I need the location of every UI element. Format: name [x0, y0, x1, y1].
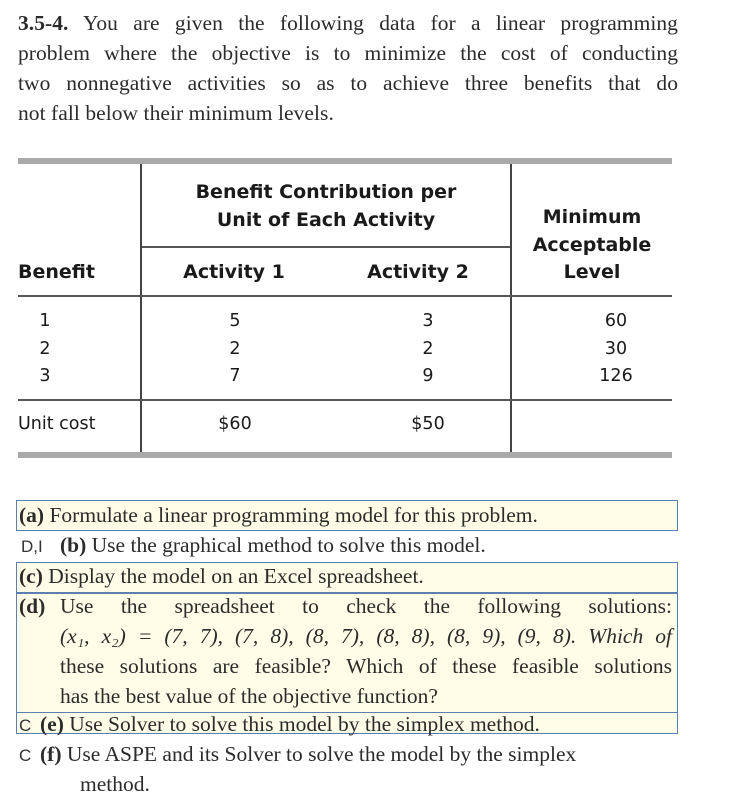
group-header-rule [142, 246, 510, 248]
activity-2-benefit-1: 3 [422, 311, 434, 331]
question-d-label: (d) [19, 594, 46, 618]
question-e-marker: C [19, 716, 32, 735]
activity-1-benefit-3: 7 [229, 366, 241, 386]
minimum-benefit-1: 60 [604, 311, 628, 331]
question-c: (c) Display the model on an Excel spreadsheet. [19, 564, 424, 588]
table-top-rule [18, 158, 672, 164]
header-activity-1: Activity 1 [183, 261, 285, 283]
question-e: (e) Use Solver to solve this model by the simplex method. [40, 712, 540, 736]
unit-cost-activity-1: $60 [218, 414, 252, 434]
activity-1-benefit-2: 2 [229, 338, 241, 359]
benefit-table [18, 158, 672, 460]
question-d-line-4: has the best value of the objective function? [60, 684, 438, 708]
problem-statement [18, 8, 678, 128]
question-f: (f) Use ASPE and its Solver to solve the model by the simplex [40, 742, 577, 766]
unit-cost-activity-2: $50 [411, 414, 445, 434]
benefit-1: 1 [39, 311, 51, 331]
header-activity-2: Activity 2 [367, 261, 469, 283]
group-header: Benefit Contribution per Unit of Each Activity [195, 181, 457, 231]
question-d-line-2: (x₁, x₂) = (7, 7), (7, 8), (8, 7), (8, 8), (8, 9), (9, 8). Which of [60, 624, 672, 648]
intro-line-2: problem where the objective is to minimize the cost of conducting [18, 41, 678, 65]
minimum-benefit-3: 126 [599, 366, 633, 386]
benefit-2: 2 [39, 338, 51, 359]
activity-1-column [205, 308, 265, 391]
question-d-line-1: Use the spreadsheet to check the following solutions: [60, 594, 672, 618]
question-b: (b) Use the graphical method to solve this model. [60, 533, 486, 557]
question-d [60, 591, 672, 711]
unit-cost-label: Unit cost [18, 414, 96, 434]
activity-2-column [398, 308, 458, 391]
intro-line-3: two nonnegative activities so as to achieve three benefits that do [18, 71, 678, 95]
question-f-marker: C [19, 746, 32, 765]
problem-number: 3.5-4. [18, 11, 69, 35]
unit-cost-rule [18, 399, 672, 401]
minimum-level-column [586, 308, 646, 391]
intro-line-1: 3.5-4. You are given the following data for a linear programming [18, 11, 678, 35]
question-a: (a) Formulate a linear programming model for this problem. [19, 503, 538, 527]
question-b-marker: D,I [21, 537, 43, 556]
activity-2-benefit-3: 9 [422, 366, 434, 386]
header-benefit: Benefit [18, 261, 95, 283]
benefit-3: 3 [39, 366, 51, 386]
minimum-benefit-2: 30 [604, 338, 628, 359]
table-bottom-rule [18, 452, 672, 458]
header-minimum-level: Minimum Acceptable Level [532, 206, 652, 283]
header-rule [18, 295, 672, 297]
question-d-line-3: these solutions are feasible? Which of these feasible solutions [60, 654, 672, 678]
question-f-line-2: method. [80, 772, 150, 796]
activity-2-benefit-2: 2 [422, 338, 434, 359]
activity-1-benefit-1: 5 [229, 311, 241, 331]
benefit-column [30, 308, 60, 391]
intro-line-4: not fall below their minimum levels. [18, 101, 334, 125]
